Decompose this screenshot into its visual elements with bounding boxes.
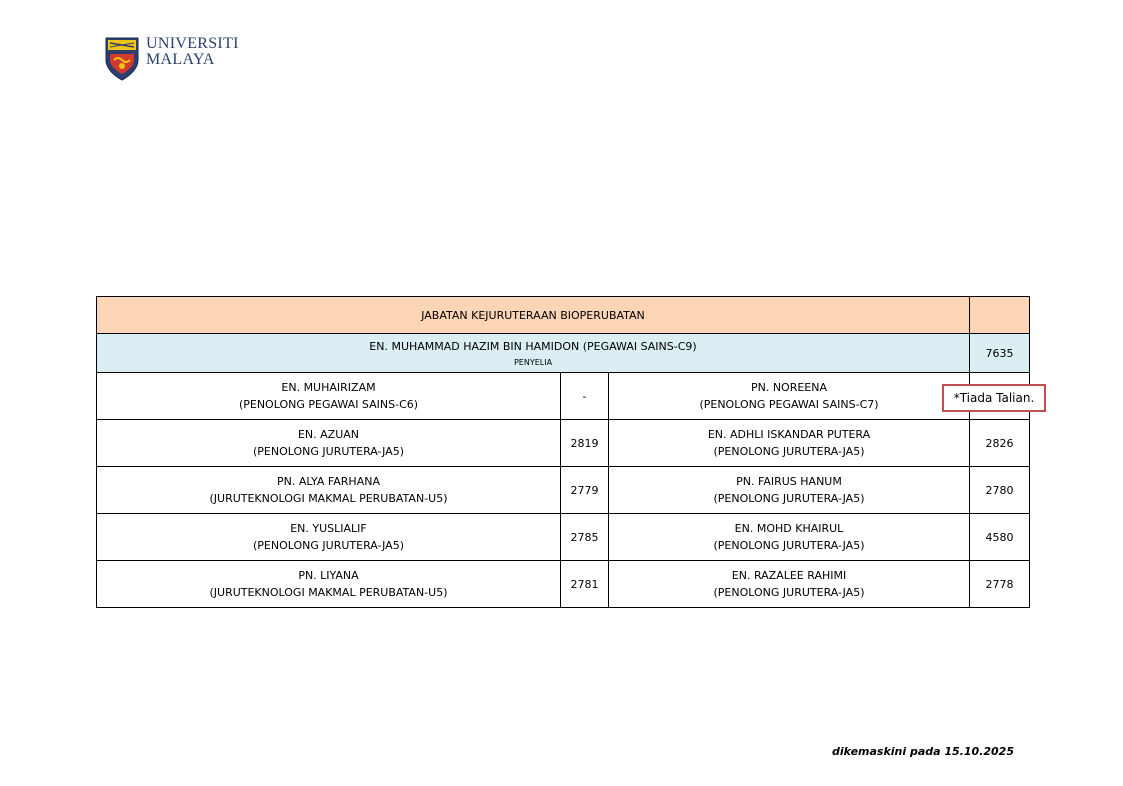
staff-ext: 2779: [561, 467, 609, 514]
supervisor-name: EN. MUHAMMAD HAZIM BIN HAMIDON (PEGAWAI SAINS-C9): [369, 340, 697, 353]
logo-line-2: MALAYA: [146, 51, 215, 68]
department-header-row: [97, 297, 1030, 334]
staff-name: EN. YUSLIALIF: [290, 522, 367, 535]
crest-icon: [104, 36, 140, 82]
table-row: [97, 514, 1030, 561]
table-row: [97, 420, 1030, 467]
staff-position: (JURUTEKNOLOGI MAKMAL PERUBATAN-U5): [209, 586, 448, 599]
staff-cell: [609, 467, 970, 514]
supervisor-row: [97, 334, 1030, 373]
department-header-blank: [970, 297, 1030, 334]
staff-name: PN. FAIRUS HANUM: [736, 475, 842, 488]
last-updated-note: dikemaskini pada 15.10.2025: [832, 745, 1014, 758]
staff-name: EN. ADHLI ISKANDAR PUTERA: [707, 428, 871, 441]
university-logo: [104, 36, 264, 84]
staff-position: (PENOLONG JURUTERA-JA5): [713, 492, 865, 505]
staff-cell: [97, 561, 561, 608]
staff-ext: -: [561, 373, 609, 420]
supervisor-cell: [97, 334, 970, 373]
staff-name: PN. NOREENA: [750, 381, 828, 394]
staff-cell: [609, 373, 970, 420]
department-title: JABATAN KEJURUTERAAN BIOPERUBATAN: [97, 297, 970, 334]
staff-cell: [97, 420, 561, 467]
staff-position: (PENOLONG JURUTERA-JA5): [713, 586, 865, 599]
logo-line-1: UNIVERSITI: [146, 35, 239, 52]
staff-cell: [609, 561, 970, 608]
supervisor-role: PENYELIA: [513, 358, 553, 367]
staff-ext: 4580: [970, 514, 1030, 561]
staff-position: (PENOLONG JURUTERA-JA5): [253, 539, 404, 552]
staff-cell: [97, 514, 561, 561]
staff-position: (PENOLONG PEGAWAI SAINS-C7): [699, 398, 879, 411]
staff-name: PN. ALYA FARHANA: [277, 475, 380, 488]
no-line-callout: *Tiada Talian.: [942, 384, 1046, 412]
staff-ext: 2778: [970, 561, 1030, 608]
staff-position: (JURUTEKNOLOGI MAKMAL PERUBATAN-U5): [209, 492, 448, 505]
staff-position: (PENOLONG JURUTERA-JA5): [253, 445, 404, 458]
staff-name: EN. MUHAIRIZAM: [281, 381, 376, 394]
staff-cell: [609, 514, 970, 561]
table-row: [97, 467, 1030, 514]
supervisor-ext: 7635: [970, 334, 1030, 373]
table-row: [97, 373, 1030, 420]
table-row: [97, 561, 1030, 608]
staff-name: EN. AZUAN: [297, 428, 360, 441]
staff-position: (PENOLONG JURUTERA-JA5): [713, 539, 865, 552]
staff-name: PN. LIYANA: [298, 569, 359, 582]
staff-cell: [97, 467, 561, 514]
staff-cell: [97, 373, 561, 420]
staff-ext: 2785: [561, 514, 609, 561]
staff-cell: [609, 420, 970, 467]
staff-name: EN. MOHD KHAIRUL: [734, 522, 844, 535]
staff-ext: 2780: [970, 467, 1030, 514]
staff-ext: 2781: [561, 561, 609, 608]
staff-ext: 2819: [561, 420, 609, 467]
logo-wordmark: [146, 36, 239, 68]
staff-position: (PENOLONG PEGAWAI SAINS-C6): [238, 398, 419, 411]
staff-directory-table: [96, 296, 1030, 608]
staff-position: (PENOLONG JURUTERA-JA5): [713, 445, 865, 458]
staff-ext: 2826: [970, 420, 1030, 467]
staff-name: EN. RAZALEE RAHIMI: [731, 569, 847, 582]
